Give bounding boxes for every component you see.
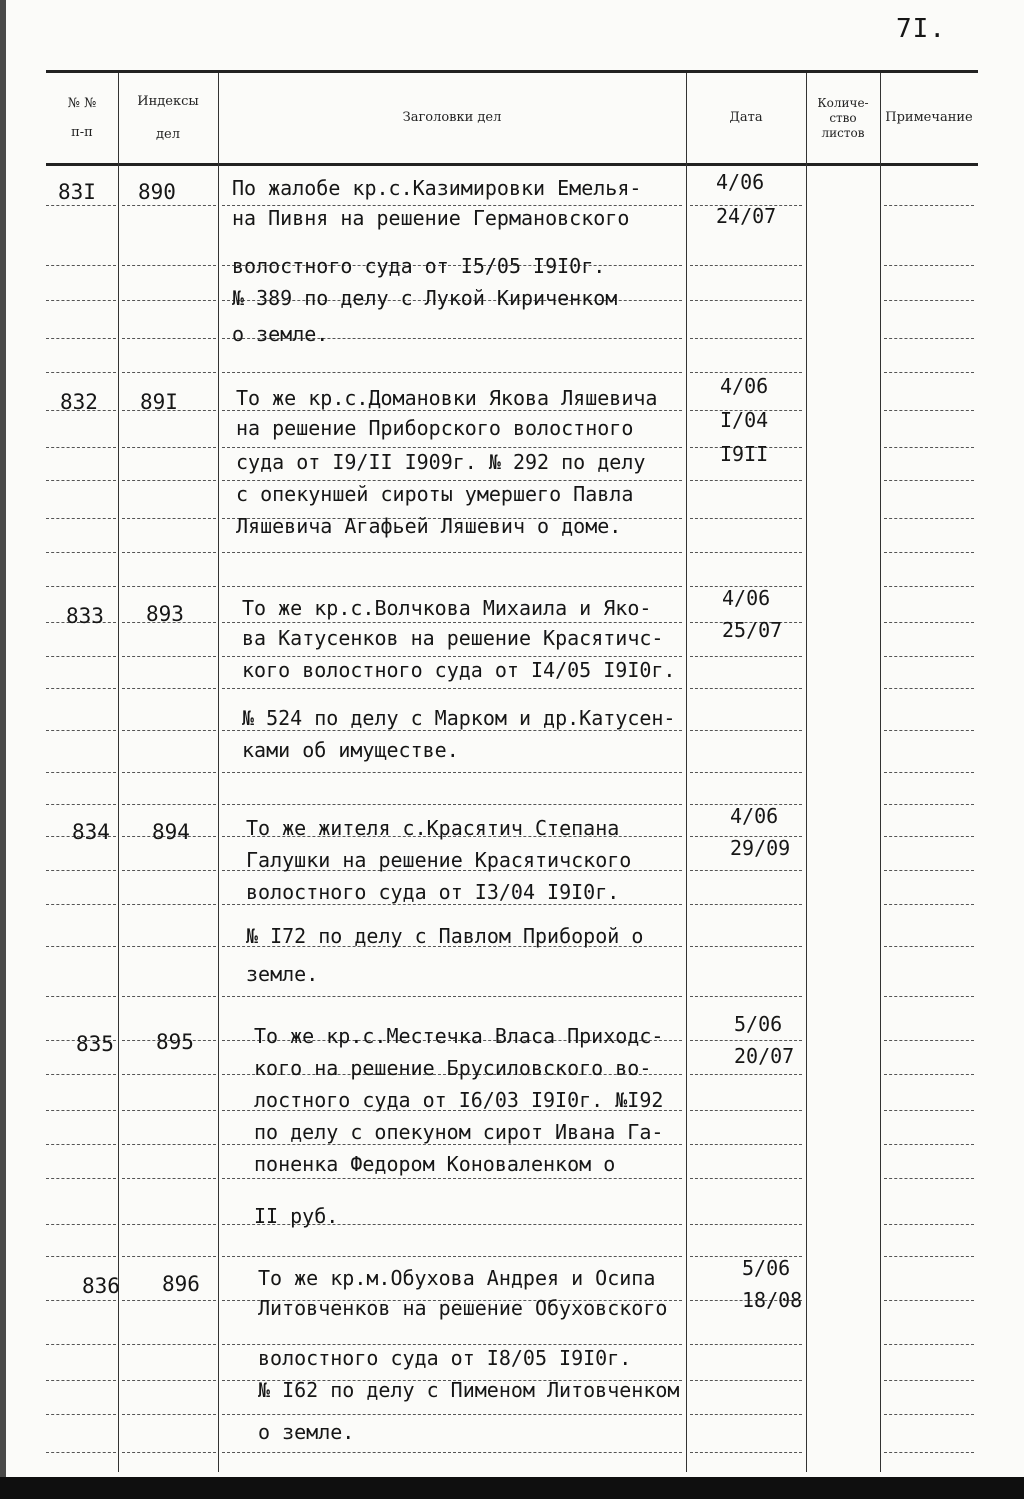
ruled-line	[46, 1452, 116, 1453]
ruled-line	[222, 480, 682, 481]
column-divider	[686, 162, 687, 1472]
ruled-line	[122, 372, 216, 373]
entry-title-line: II руб.	[254, 1204, 339, 1228]
ruled-line	[690, 1344, 802, 1345]
header-sheets-line-3: листов	[821, 125, 865, 140]
ruled-line	[690, 656, 802, 657]
header-date: Дата	[729, 110, 763, 126]
ruled-line	[222, 552, 682, 553]
header-number	[46, 73, 118, 163]
entry-date: I9II	[720, 442, 769, 466]
ruled-line	[690, 1074, 802, 1075]
entry-title-line: о земле.	[258, 1420, 355, 1444]
entry-date: 4/06	[722, 586, 771, 610]
ruled-line	[122, 480, 216, 481]
ruled-line	[222, 622, 682, 623]
entry-title-line: № 524 по делу с Марком и др.Катусен-	[242, 706, 676, 730]
ruled-line	[884, 205, 974, 206]
ruled-line	[884, 1110, 974, 1111]
ruled-line	[46, 480, 116, 481]
entry-title-line: № I62 по делу с Пименом Литовченком	[258, 1378, 680, 1402]
ruled-line	[690, 1452, 802, 1453]
ruled-line	[46, 1178, 116, 1179]
ruled-line	[884, 1224, 974, 1225]
entry-title-line: кого волостного суда от I4/05 I9I0г.	[242, 658, 676, 682]
ruled-line	[222, 996, 682, 997]
ruled-line	[690, 904, 802, 905]
header-sheets-line-1: Количе-	[817, 95, 869, 110]
entry-title-line: на Пивня на решение Германовского	[232, 206, 630, 230]
ruled-line	[46, 772, 116, 773]
ruled-line	[122, 1178, 216, 1179]
ruled-line	[122, 1110, 216, 1111]
entry-title-line: по делу с опекуном сирот Ивана Га-	[254, 1120, 664, 1144]
ruled-line	[122, 996, 216, 997]
header-number-top: № №	[67, 95, 97, 111]
ruled-line	[122, 772, 216, 773]
ruled-line	[884, 265, 974, 266]
ruled-line	[690, 996, 802, 997]
ruled-line	[46, 804, 116, 805]
ruled-line	[884, 1452, 974, 1453]
entry-title-line: № I72 по делу с Павлом Приборой о	[246, 924, 644, 948]
ruled-line	[884, 480, 974, 481]
ruled-line	[884, 410, 974, 411]
ruled-line	[884, 688, 974, 689]
header-sheets-line-2: ство	[829, 110, 857, 125]
ruled-line	[122, 552, 216, 553]
entry-title-line: о земле.	[232, 322, 329, 346]
ruled-line	[222, 1256, 682, 1257]
ruled-line	[46, 996, 116, 997]
entry-title-line: То же кр.с.Волчкова Михаила и Яко-	[242, 596, 652, 620]
ruled-line	[884, 870, 974, 871]
ruled-line	[690, 338, 802, 339]
ruled-line	[690, 518, 802, 519]
entry-title-line: волостного суда от I5/05 I9I0г.	[232, 254, 606, 278]
column-divider	[218, 162, 219, 1472]
ruled-line	[46, 518, 116, 519]
entry-index: 894	[152, 820, 190, 844]
entry-number: 833	[66, 604, 104, 628]
header-title: Заголовки дел	[402, 110, 502, 126]
entry-title-line: Литовченков на решение Обуховского	[258, 1296, 668, 1320]
ruled-line	[46, 1300, 116, 1301]
ruled-line	[884, 300, 974, 301]
entry-date: 4/06	[720, 374, 769, 398]
entry-title-line: лостного суда от I6/03 I9I0г. №I92	[254, 1088, 664, 1112]
entry-title-line: ками об имуществе.	[242, 738, 459, 762]
header-number-bottom: п-п	[71, 125, 93, 140]
ruled-line	[46, 552, 116, 553]
ruled-line	[222, 586, 682, 587]
ruled-line	[222, 372, 682, 373]
header-index	[118, 73, 218, 163]
entry-number: 832	[60, 390, 98, 414]
ruled-line	[690, 1040, 802, 1041]
ruled-line	[122, 1144, 216, 1145]
ruled-line	[884, 586, 974, 587]
ruled-line	[222, 772, 682, 773]
ruled-line	[884, 1380, 974, 1381]
ruled-line	[46, 372, 116, 373]
ruled-line	[690, 552, 802, 553]
scan-edge-bottom	[0, 1477, 1024, 1499]
entry-title-line: с опекуншей сироты умершего Павла	[236, 482, 634, 506]
ruled-line	[690, 870, 802, 871]
scan-edge-left	[0, 0, 6, 1499]
entry-date: 25/07	[722, 618, 783, 642]
entry-number: 836	[82, 1274, 120, 1298]
entry-date: 18/08	[742, 1288, 803, 1312]
ruled-line	[122, 518, 216, 519]
ruled-line	[46, 688, 116, 689]
entry-date: 4/06	[716, 170, 765, 194]
ruled-line	[690, 946, 802, 947]
entry-title-line: волостного суда от I8/05 I9I0г.	[258, 1346, 632, 1370]
ruled-line	[884, 447, 974, 448]
ruled-line	[122, 1344, 216, 1345]
ruled-line	[122, 946, 216, 947]
ruled-line	[884, 1144, 974, 1145]
ruled-line	[690, 372, 802, 373]
ruled-line	[690, 1110, 802, 1111]
ruled-line	[46, 1224, 116, 1225]
header-index-bottom: дел	[156, 127, 180, 142]
ruled-line	[46, 904, 116, 905]
entry-title-line: То же кр.с.Местечка Власа Приходс-	[254, 1024, 664, 1048]
ruled-line	[122, 338, 216, 339]
entry-title-line: № 389 по делу с Лукой Кириченком	[232, 286, 618, 310]
ruled-line	[690, 688, 802, 689]
ruled-line	[46, 1110, 116, 1111]
ruled-line	[222, 1344, 682, 1345]
ruled-line	[122, 1452, 216, 1453]
ruled-line	[690, 480, 802, 481]
ruled-line	[884, 1256, 974, 1257]
entry-title-line: Галушки на решение Красятичского	[246, 848, 632, 872]
ruled-line	[222, 804, 682, 805]
ruled-line	[884, 518, 974, 519]
ruled-line	[884, 1414, 974, 1415]
ruled-line	[884, 1074, 974, 1075]
ruled-line	[222, 1452, 682, 1453]
ruled-line	[690, 1414, 802, 1415]
entry-index: 895	[156, 1030, 194, 1054]
entry-date: 20/07	[734, 1044, 795, 1068]
ruled-line	[122, 1224, 216, 1225]
ruled-line	[122, 265, 216, 266]
entry-date: 5/06	[742, 1256, 791, 1280]
entry-index: 89I	[140, 390, 178, 414]
ruled-line	[690, 772, 802, 773]
column-divider	[806, 162, 807, 1472]
table-header	[46, 70, 978, 166]
header-index-top: Индексы	[137, 93, 199, 109]
entry-date: 24/07	[716, 204, 777, 228]
entry-number: 835	[76, 1032, 114, 1056]
entry-date: 5/06	[734, 1012, 783, 1036]
ruled-line	[884, 1344, 974, 1345]
ruled-line	[222, 730, 682, 731]
entry-index: 893	[146, 602, 184, 626]
ruled-line	[122, 804, 216, 805]
ruled-line	[122, 1074, 216, 1075]
ruled-line	[222, 1178, 682, 1179]
ruled-line	[122, 904, 216, 905]
ruled-line	[222, 688, 682, 689]
ruled-line	[884, 996, 974, 997]
column-divider	[880, 162, 881, 1472]
ruled-line	[46, 946, 116, 947]
ruled-line	[690, 300, 802, 301]
header-sheets	[806, 73, 880, 163]
ruled-line	[884, 1040, 974, 1041]
ruled-line	[122, 730, 216, 731]
ruled-line	[884, 552, 974, 553]
ruled-line	[46, 205, 116, 206]
ruled-line	[46, 447, 116, 448]
entry-number: 834	[72, 820, 110, 844]
entry-index: 896	[162, 1272, 200, 1296]
ruled-line	[46, 656, 116, 657]
header-note: Примечание	[885, 110, 973, 126]
entry-title-line: ва Катусенков на решение Красятичс-	[242, 626, 664, 650]
entry-title-line: кого на решение Брусиловского во-	[254, 1056, 652, 1080]
ruled-line	[46, 338, 116, 339]
ruled-line	[884, 946, 974, 947]
ruled-line	[884, 1178, 974, 1179]
ruled-line	[690, 1380, 802, 1381]
ruled-line	[122, 1414, 216, 1415]
ruled-line	[122, 447, 216, 448]
ruled-line	[46, 1380, 116, 1381]
ruled-line	[884, 1300, 974, 1301]
ruled-line	[222, 1414, 682, 1415]
ruled-line	[46, 586, 116, 587]
entry-date: 29/09	[730, 836, 791, 860]
ruled-line	[122, 1256, 216, 1257]
ruled-line	[690, 730, 802, 731]
entry-title-line: волостного суда от I3/04 I9I0г.	[246, 880, 620, 904]
entry-title-line: То же кр.м.Обухова Андрея и Осипа	[258, 1266, 656, 1290]
ruled-line	[122, 205, 216, 206]
ruled-line	[884, 836, 974, 837]
entry-title-line: земле.	[246, 962, 319, 986]
entry-title-line: По жалобе кр.с.Казимировки Емелья-	[232, 176, 642, 200]
entry-title-line: суда от I9/II I909г. № 292 по делу	[236, 450, 646, 474]
ruled-line	[690, 1144, 802, 1145]
ruled-line	[222, 1144, 682, 1145]
entry-title-line: То же кр.с.Домановки Якова Ляшевича	[236, 386, 658, 410]
ruled-line	[46, 1344, 116, 1345]
ruled-line	[46, 1144, 116, 1145]
ruled-line	[884, 804, 974, 805]
ruled-line	[122, 1300, 216, 1301]
ruled-line	[884, 338, 974, 339]
entry-title-line: Ляшевича Агафьей Ляшевич о доме.	[236, 514, 622, 538]
ruled-line	[884, 730, 974, 731]
entry-title-line: То же жителя с.Красятич Степана	[246, 816, 620, 840]
ruled-line	[122, 1380, 216, 1381]
ruled-line	[222, 904, 682, 905]
ruled-line	[690, 265, 802, 266]
ruled-line	[46, 300, 116, 301]
ruled-line	[46, 1074, 116, 1075]
ruled-line	[884, 656, 974, 657]
ruled-line	[884, 622, 974, 623]
ruled-line	[222, 410, 682, 411]
ruled-line	[222, 447, 682, 448]
entry-date: I/04	[720, 408, 769, 432]
ruled-line	[122, 688, 216, 689]
entry-title-line: поненка Федором Коноваленком о	[254, 1152, 616, 1176]
ruled-line	[122, 300, 216, 301]
entry-number: 83I	[58, 180, 96, 204]
ruled-line	[46, 870, 116, 871]
ruled-line	[222, 656, 682, 657]
page-number: 7I.	[896, 14, 946, 44]
entry-date: 4/06	[730, 804, 779, 828]
ruled-line	[46, 265, 116, 266]
ruled-line	[690, 1224, 802, 1225]
ruled-line	[884, 904, 974, 905]
ruled-line	[46, 1256, 116, 1257]
entry-title-line: на решение Приборского волостного	[236, 416, 634, 440]
ruled-line	[690, 1178, 802, 1179]
ruled-line	[122, 656, 216, 657]
ruled-line	[122, 586, 216, 587]
ruled-line	[884, 772, 974, 773]
entry-index: 890	[138, 180, 176, 204]
ruled-line	[46, 1414, 116, 1415]
ruled-line	[46, 730, 116, 731]
ruled-line	[884, 372, 974, 373]
ruled-line	[122, 870, 216, 871]
